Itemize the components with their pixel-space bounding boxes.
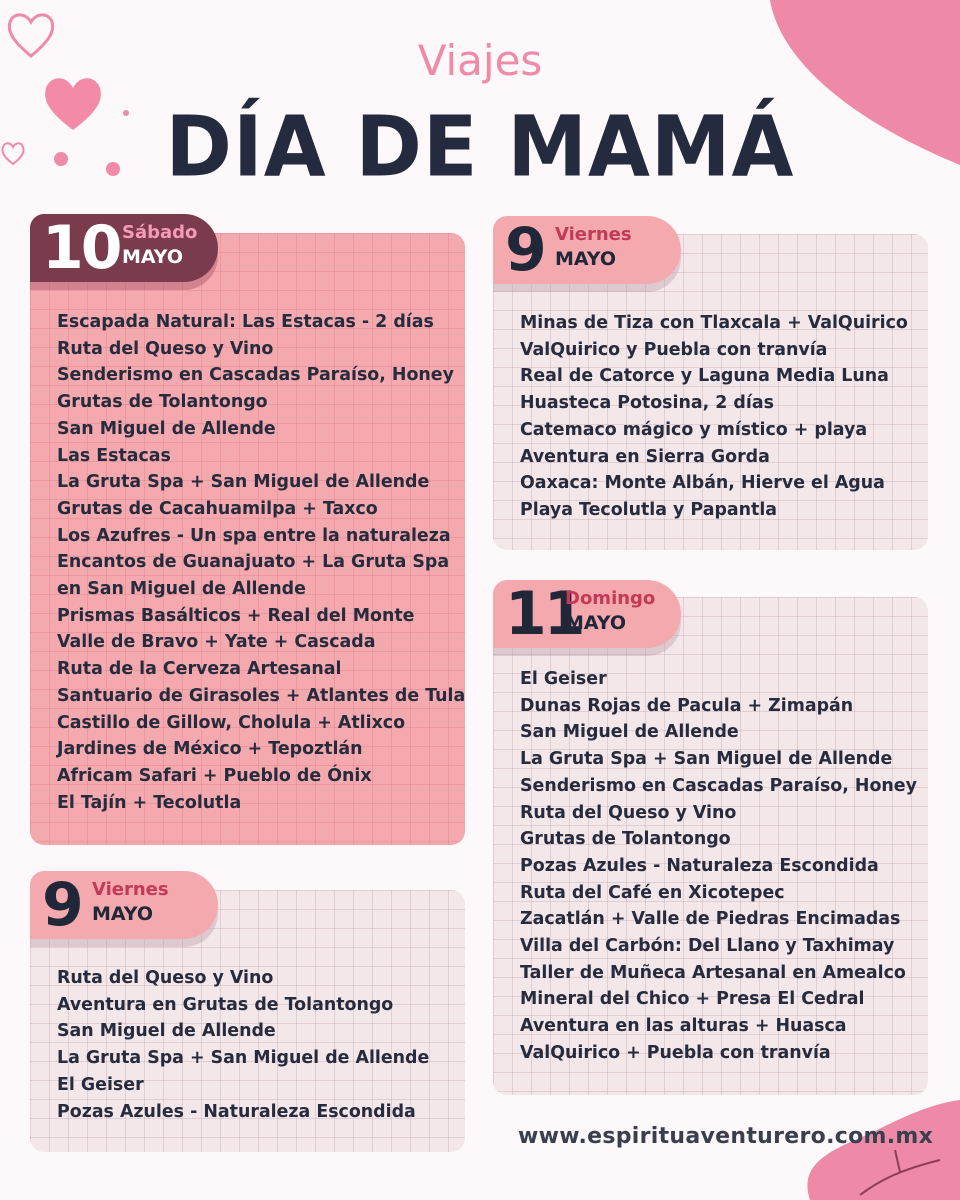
list-item: San Miguel de Allende [57,418,276,439]
list-item: San Miguel de Allende [520,722,739,743]
trip-list [520,666,917,1067]
list-item: Grutas de Tolantongo [57,392,268,413]
trip-list [57,309,465,816]
list-item: Minas de Tiza con Tlaxcala + ValQuirico [520,313,908,333]
list-item: Las Estacas [57,445,171,466]
list-item: Valle de Bravo + Yate + Cascada [57,632,376,653]
list-item: Grutas de Tolantongo [520,829,731,850]
trip-list [57,965,429,1125]
list-item: Grutas de Cacahuamilpa + Taxco [57,498,378,519]
list-item: Senderismo en Cascadas Paraíso, Honey [57,365,454,386]
day-number: 9 [505,215,544,285]
list-item: Oaxaca: Monte Albán, Hierve el Agua [520,473,885,494]
list-item: Taller de Muñeca Artesanal en Amealco [520,962,906,983]
day-number: 9 [42,870,81,940]
month-label: MAYO [92,903,154,925]
list-item: Senderismo en Cascadas Paraíso, Honey [520,775,917,796]
list-item: Ruta de la Cerveza Artesanal [57,659,342,680]
list-item: La Gruta Spa + San Miguel de Allende [57,472,430,493]
list-item: Dunas Rojas de Pacula + Zimapán [520,695,854,716]
date-tab [30,871,218,939]
weekday-label: Viernes [92,879,169,900]
list-item: Catemaco mágico y místico + playa [520,419,868,440]
list-item: Ruta del Queso y Vino [57,968,274,988]
list-item: Mineral del Chico + Presa El Cedral [520,989,865,1010]
list-item: Prismas Basálticos + Real del Monte [57,605,415,626]
list-item: Aventura en las alturas + Huasca [520,1016,847,1037]
day-number: 11 [505,579,583,649]
list-item: Ruta del Queso y Vino [57,338,274,359]
list-item: Aventura en Sierra Gorda [520,446,770,467]
list-item: Encantos de Guanajuato + La Gruta Spa [57,552,450,573]
list-item: Jardines de México + Tepoztlán [57,739,363,760]
date-tab [30,214,218,282]
weekday-label: Sábado [122,222,198,243]
date-tab [493,216,681,284]
list-item: La Gruta Spa + San Miguel de Allende [57,1048,430,1069]
month-label: MAYO [122,246,184,268]
list-item: Playa Tecolutla y Papantla [520,499,778,520]
month-label: MAYO [565,612,627,634]
list-item: El Geiser [520,669,607,689]
list-item: La Gruta Spa + San Miguel de Allende [520,749,893,770]
list-item: Ruta del Queso y Vino [520,802,737,823]
page-title: DÍA DE MAMÁ [165,97,795,196]
list-item: Real de Catorce y Laguna Media Luna [520,366,889,387]
list-item: Villa del Carbón: Del Llano y Taxhimay [520,936,895,957]
website-link[interactable]: www.espirituaventurero.com.mx [518,1124,934,1149]
day-number: 10 [42,213,120,283]
month-label: MAYO [555,248,617,270]
list-item: Ruta del Café en Xicotepec [520,882,785,903]
date-tab [493,580,681,648]
list-item: Zacatlán + Valle de Piedras Encimadas [520,909,901,930]
weekday-label: Domingo [565,588,656,609]
list-item: El Geiser [57,1074,144,1095]
weekday-label: Viernes [555,224,632,245]
list-item: Castillo de Gillow, Cholula + Atlixco [57,712,406,733]
page-subtitle: Viajes [417,36,543,85]
list-item: Africam Safari + Pueblo de Ónix [57,765,372,786]
list-item: Pozas Azules - Naturaleza Escondida [57,1101,416,1122]
list-item: Santuario de Girasoles + Atlantes de Tula [57,685,466,706]
list-item: El Tajín + Tecolutla [57,792,242,813]
list-item: Pozas Azules - Naturaleza Escondida [520,855,879,876]
list-item: Huasteca Potosina, 2 días [520,393,774,414]
bottom-blob-decoration [800,1100,960,1200]
list-item: Escapada Natural: Las Estacas - 2 días [57,312,434,332]
list-item: San Miguel de Allende [57,1021,276,1042]
list-item: en San Miguel de Allende [57,579,306,600]
list-item: ValQuirico y Puebla con tranvía [520,339,828,360]
trip-list [520,310,908,524]
list-item: ValQuirico + Puebla con tranvía [520,1042,831,1063]
list-item: Aventura en Grutas de Tolantongo [57,994,394,1015]
list-item: Los Azufres - Un spa entre la naturaleza [57,525,451,546]
